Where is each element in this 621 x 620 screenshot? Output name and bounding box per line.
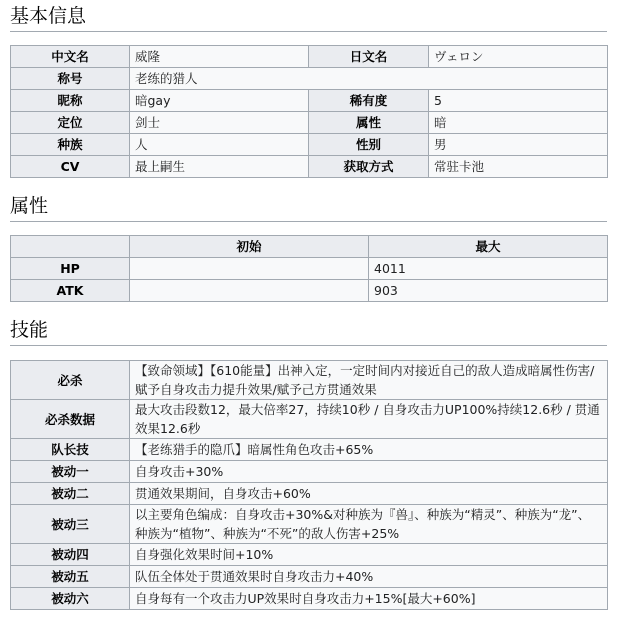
- value-passive-4: 自身强化效果时间+10%: [130, 544, 608, 566]
- label-chinese-name: 中文名: [11, 46, 130, 68]
- table-row: [11, 46, 608, 68]
- value-passive-3: 以主要角色编成：自身攻击+30%&对种族为『兽』、种族为“精灵”、种族为“龙”、种族为“植物”、种族为“不死”的敌人伤害+25%: [130, 505, 608, 544]
- value-gender: 男: [429, 134, 608, 156]
- value-atk-initial: [130, 280, 369, 302]
- label-passive-5: 被动五: [11, 566, 130, 588]
- value-hp-initial: [130, 258, 369, 280]
- label-ultimate: 必杀: [11, 361, 130, 400]
- label-role: 定位: [11, 112, 130, 134]
- section-title-skills: 技能: [10, 318, 607, 346]
- value-leader-skill: 【老练猎手的隐爪】暗属性角色攻击+65%: [130, 439, 608, 461]
- header-initial: 初始: [130, 236, 369, 258]
- value-ultimate-data: 最大攻击段数12，最大倍率27，持续10秒 / 自身攻击力UP100%持续12.6秒 / 贯通效果12.6秒: [130, 400, 608, 439]
- basic-info-table: [10, 45, 608, 178]
- table-row: [11, 544, 608, 566]
- table-row: [11, 280, 608, 302]
- label-race: 种族: [11, 134, 130, 156]
- header-empty: [11, 236, 130, 258]
- table-row: [11, 588, 608, 610]
- label-obtain-method: 获取方式: [309, 156, 429, 178]
- value-hp-max: 4011: [369, 258, 608, 280]
- table-row: [11, 156, 608, 178]
- value-nickname: 暗gay: [130, 90, 309, 112]
- table-row: [11, 90, 608, 112]
- table-row: [11, 400, 608, 439]
- table-row: [11, 361, 608, 400]
- table-row: [11, 68, 608, 90]
- label-ultimate-data: 必杀数据: [11, 400, 130, 439]
- label-japanese-name: 日文名: [309, 46, 429, 68]
- label-hp: HP: [11, 258, 130, 280]
- label-atk: ATK: [11, 280, 130, 302]
- value-role: 剑士: [130, 112, 309, 134]
- table-header-row: [11, 236, 608, 258]
- value-passive-5: 队伍全体处于贯通效果时自身攻击力+40%: [130, 566, 608, 588]
- value-atk-max: 903: [369, 280, 608, 302]
- skills-table: [10, 360, 608, 610]
- table-row: [11, 112, 608, 134]
- table-row: [11, 134, 608, 156]
- value-title: 老练的猎人: [130, 68, 608, 90]
- value-japanese-name: ヴェロン: [429, 46, 608, 68]
- value-obtain-method: 常驻卡池: [429, 156, 608, 178]
- table-row: [11, 439, 608, 461]
- value-passive-2: 贯通效果期间，自身攻击+60%: [130, 483, 608, 505]
- label-leader-skill: 队长技: [11, 439, 130, 461]
- value-race: 人: [130, 134, 309, 156]
- label-passive-1: 被动一: [11, 461, 130, 483]
- label-passive-3: 被动三: [11, 505, 130, 544]
- stats-table: [10, 235, 608, 302]
- header-max: 最大: [369, 236, 608, 258]
- value-ultimate: 【致命领域】【610能量】出神入定，一定时间内对接近自己的敌人造成暗属性伤害/赋予自身攻击力提升效果/赋予己方贯通效果: [130, 361, 608, 400]
- label-gender: 性别: [309, 134, 429, 156]
- label-passive-6: 被动六: [11, 588, 130, 610]
- label-title: 称号: [11, 68, 130, 90]
- table-row: [11, 461, 608, 483]
- label-passive-4: 被动四: [11, 544, 130, 566]
- table-row: [11, 483, 608, 505]
- value-cv: 最上嗣生: [130, 156, 309, 178]
- value-passive-1: 自身攻击+30%: [130, 461, 608, 483]
- table-row: [11, 258, 608, 280]
- table-row: [11, 566, 608, 588]
- section-title-attributes: 属性: [10, 194, 607, 222]
- value-chinese-name: 威隆: [130, 46, 309, 68]
- label-element: 属性: [309, 112, 429, 134]
- label-cv: CV: [11, 156, 130, 178]
- value-rarity: 5: [429, 90, 608, 112]
- section-title-basic-info: 基本信息: [10, 4, 607, 32]
- value-passive-6: 自身每有一个攻击力UP效果时自身攻击力+15%[最大+60%]: [130, 588, 608, 610]
- label-passive-2: 被动二: [11, 483, 130, 505]
- value-element: 暗: [429, 112, 608, 134]
- label-rarity: 稀有度: [309, 90, 429, 112]
- table-row: [11, 505, 608, 544]
- label-nickname: 昵称: [11, 90, 130, 112]
